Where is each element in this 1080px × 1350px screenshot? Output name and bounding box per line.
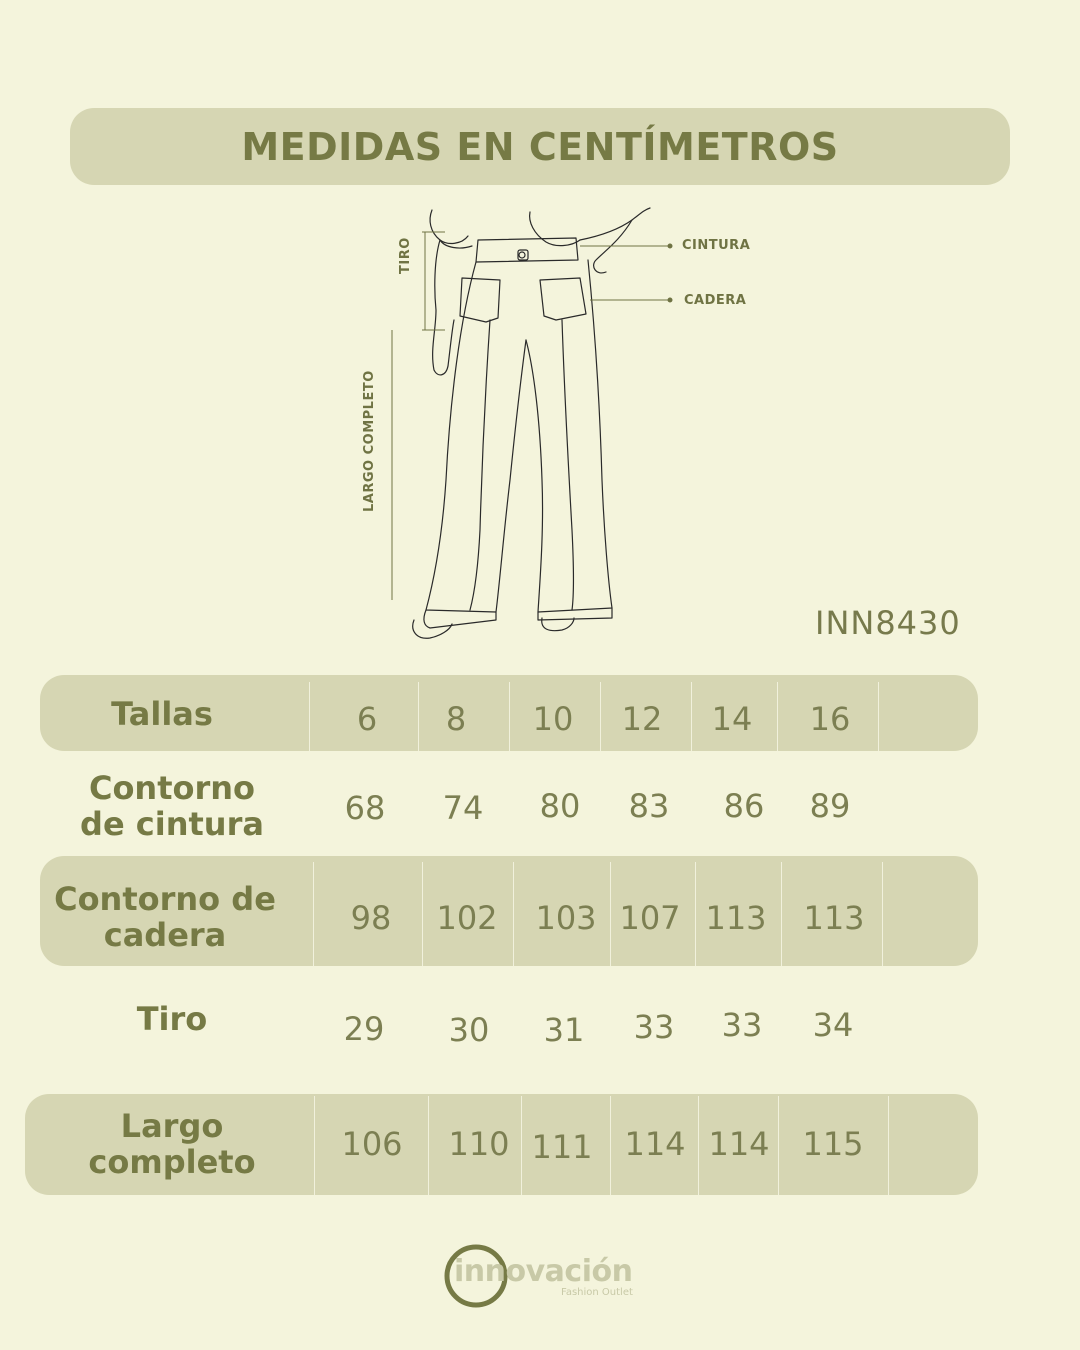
measure-cell: 103 [535,899,597,937]
measure-cell: 114 [708,1125,770,1163]
measure-cell: 106 [341,1125,403,1163]
size-cell: 16 [809,700,851,738]
divider [777,682,778,751]
page-title: MEDIDAS EN CENTÍMETROS [241,124,839,169]
measure-cell: 111 [531,1128,593,1166]
row-label-line: Contorno de [54,880,276,918]
divider [509,682,510,751]
measure-cell: 110 [448,1125,510,1163]
logo-wordmark: innovación [454,1254,633,1289]
measure-cell: 74 [442,789,484,827]
measure-cell: 29 [343,1010,385,1048]
row-label-tallas: Tallas [111,695,213,733]
measure-cell: 34 [812,1006,854,1044]
measure-cell: 114 [624,1125,686,1163]
row-label-largo [52,1108,292,1180]
measure-cell: 30 [448,1011,490,1049]
divider [888,1096,889,1195]
row-label-line: cadera [103,916,227,954]
size-cell: 6 [356,700,378,738]
tiro-label: TIRO [398,237,413,274]
size-cell: 8 [445,700,467,738]
measure-cell: 86 [723,787,765,825]
size-cell: 12 [621,700,663,738]
divider [878,682,879,751]
row-label-line: Contorno [88,769,256,807]
row-label-cadera [45,881,285,953]
divider [428,1096,429,1195]
title-banner [70,108,1010,185]
measure-cell: 102 [436,899,498,937]
product-code: INN8430 [815,604,961,642]
measure-cell: 80 [539,787,581,825]
size-cell: 14 [711,700,753,738]
divider [781,862,782,966]
brand-logo [444,1242,644,1312]
pants-illustration [350,200,770,650]
measure-cell: 107 [619,899,681,937]
size-cell: 10 [532,700,574,738]
divider [309,682,310,751]
row-label-line: Largo [120,1107,224,1145]
row-label-tiro: Tiro [136,1000,208,1038]
cintura-label: CINTURA [682,238,751,253]
logo-tagline: Fashion Outlet [561,1287,633,1298]
divider [882,862,883,966]
measure-cell: 113 [803,899,865,937]
measure-cell: 89 [809,787,851,825]
divider [513,862,514,966]
measure-cell: 113 [705,899,767,937]
largo-completo-label: LARGO COMPLETO [362,370,377,512]
row-label-line: de cintura [80,805,264,843]
row-label-line: completo [88,1143,256,1181]
measure-cell: 115 [802,1125,864,1163]
row-label-cintura [52,770,292,842]
measure-cell: 33 [721,1006,763,1044]
measure-cell: 33 [633,1008,675,1046]
measure-cell: 68 [344,789,386,827]
divider [600,682,601,751]
measure-cell: 83 [628,787,670,825]
divider [610,1096,611,1195]
divider [422,862,423,966]
pants-sketch [350,200,770,650]
divider [314,1096,315,1195]
cadera-label: CADERA [684,293,747,308]
measure-cell: 98 [350,899,392,937]
measure-cell: 31 [543,1011,585,1049]
divider [313,862,314,966]
